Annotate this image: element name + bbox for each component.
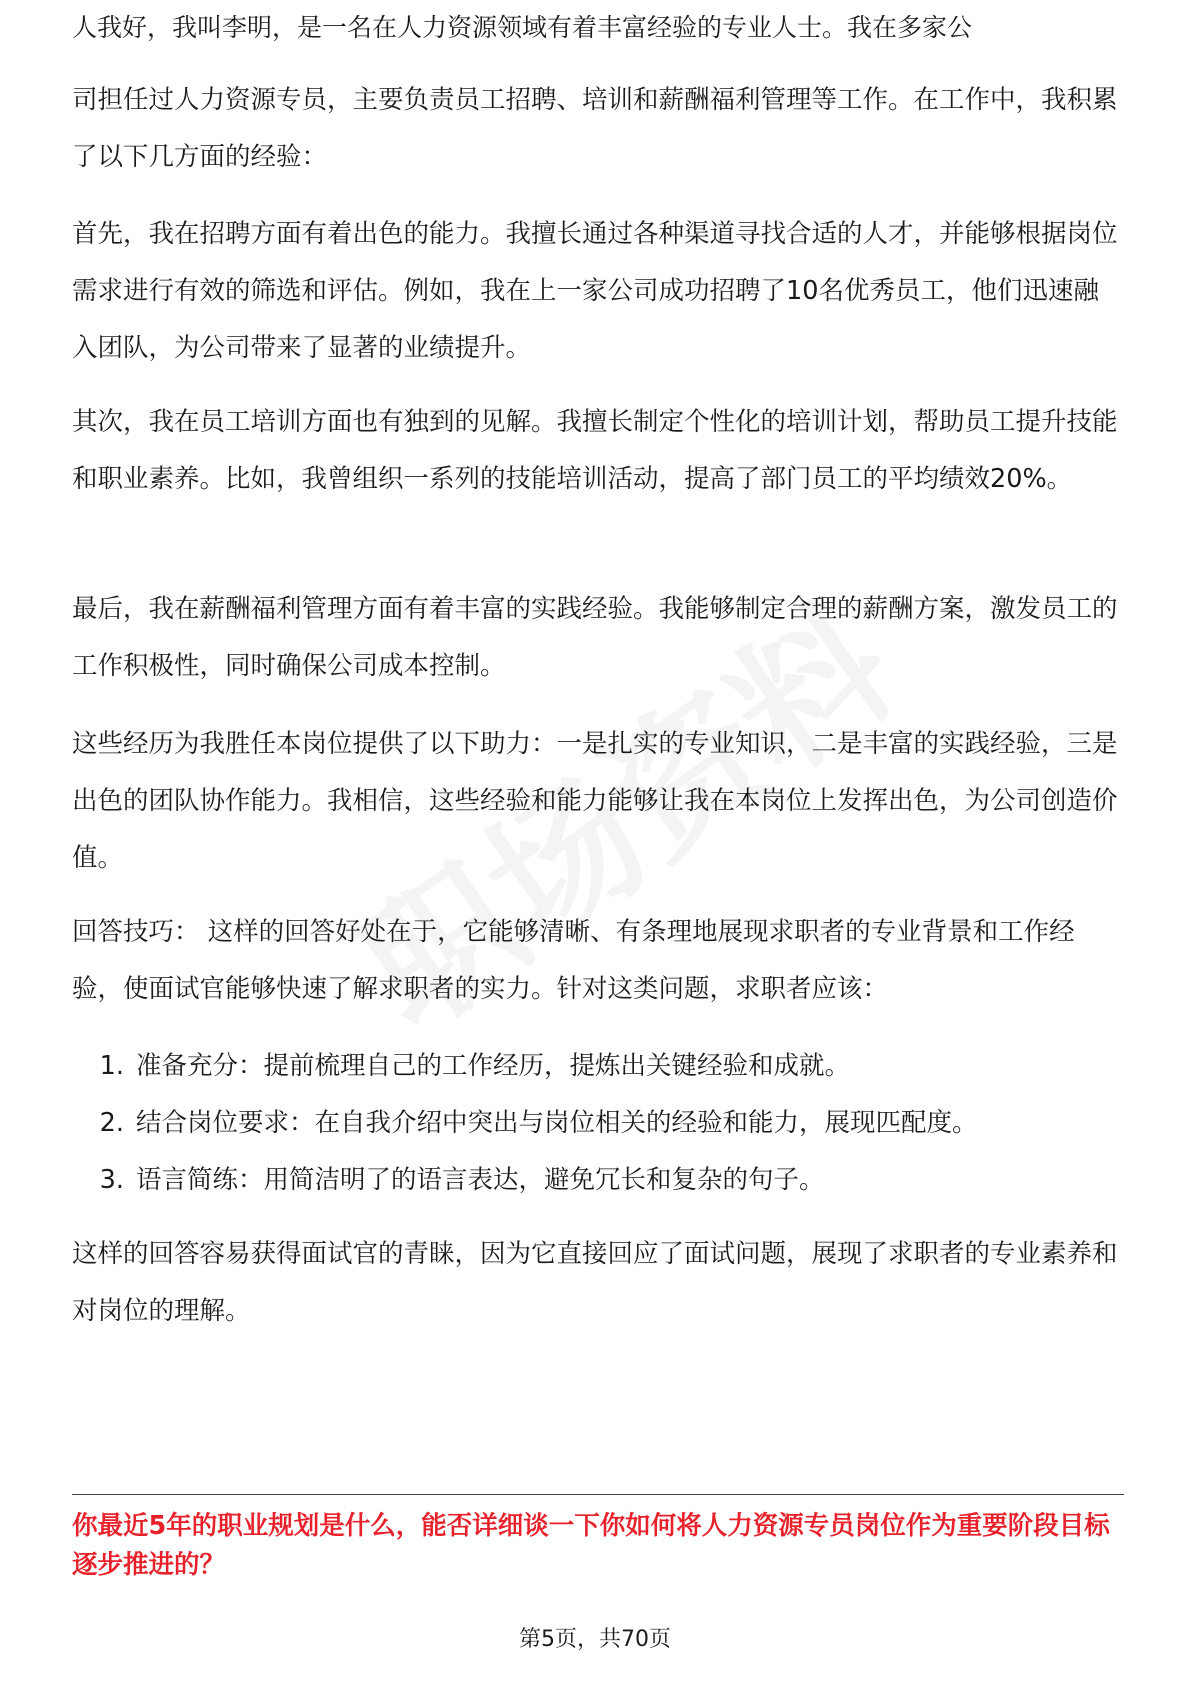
paragraph-training: 其次，我在员工培训方面也有独到的见解。我擅长制定个性化的培训计划，帮助员工提升技能和职业素养。比如，我曾组织一系列的技能培训活动，提高了部门员工的平均绩效20%。 xyxy=(72,407,1118,494)
paragraph-recruiting: 首先，我在招聘方面有着出色的能力。我擅长通过各种渠道寻找合适的人才，并能够根据岗位需求进行有效的筛选和评估。例如，我在上一家公司成功招聘了10名优秀员工，他们迅速融入团队，为公司带来了显著的业绩提升。 xyxy=(72,219,1118,363)
paragraph-intro: 司担任过人力资源专员，主要负责员工招聘、培训和薪酬福利管理等工作。在工作中，我积累了以下几方面的经验： xyxy=(72,85,1118,172)
page-footer: 第5页，共70页 xyxy=(519,1627,671,1652)
paragraph-answer-tips: 回答技巧： 这样的回答好处在于，它能够清晰、有条理地展现求职者的专业背景和工作经验，使面试官能够快速了解求职者的实力。针对这类问题，求职者应该： xyxy=(72,917,1075,1004)
paragraph-summary: 这些经历为我胜任本岗位提供了以下助力：一是扎实的专业知识，二是丰富的实践经验，三是出色的团队协作能力。我相信，这些经验和能力能够让我在本岗位上发挥出色，为公司创造价值。 xyxy=(72,729,1118,873)
next-question-heading: 你最近5年的职业规划是什么，能否详细谈一下你如何将人力资源专员岗位作为重要阶段目标逐步推进的？ xyxy=(72,1511,1110,1580)
list-item xyxy=(72,1095,1124,1152)
list-text: 语言简练：用简洁明了的语言表达，避免冗长和复杂的句子。 xyxy=(136,1165,825,1195)
cut-off-line xyxy=(72,13,1124,58)
list-number: 2. xyxy=(99,1108,124,1138)
list-number: 1. xyxy=(99,1051,124,1081)
cut-off-text: 人我好，我叫李明，是一名在人力资源领域有着丰富经验的专业人士。我在多家公 xyxy=(72,13,973,42)
list-text: 准备充分：提前梳理自己的工作经历，提炼出关键经验和成就。 xyxy=(136,1051,851,1081)
list-number: 3. xyxy=(99,1165,124,1195)
paragraph-closing: 这样的回答容易获得面试官的青睐，因为它直接回应了面试问题，展现了求职者的专业素养和对岗位的理解。 xyxy=(72,1239,1118,1326)
list-item xyxy=(72,1152,1124,1209)
section-divider xyxy=(72,1494,1124,1495)
paragraph-compensation: 最后，我在薪酬福利管理方面有着丰富的实践经验。我能够制定合理的薪酬方案，激发员工的工作积极性，同时确保公司成本控制。 xyxy=(72,594,1118,681)
list-item xyxy=(72,1038,1124,1095)
list-text: 结合岗位要求：在自我介绍中突出与岗位相关的经验和能力，展现匹配度。 xyxy=(136,1108,978,1138)
tips-list xyxy=(72,1038,1124,1209)
